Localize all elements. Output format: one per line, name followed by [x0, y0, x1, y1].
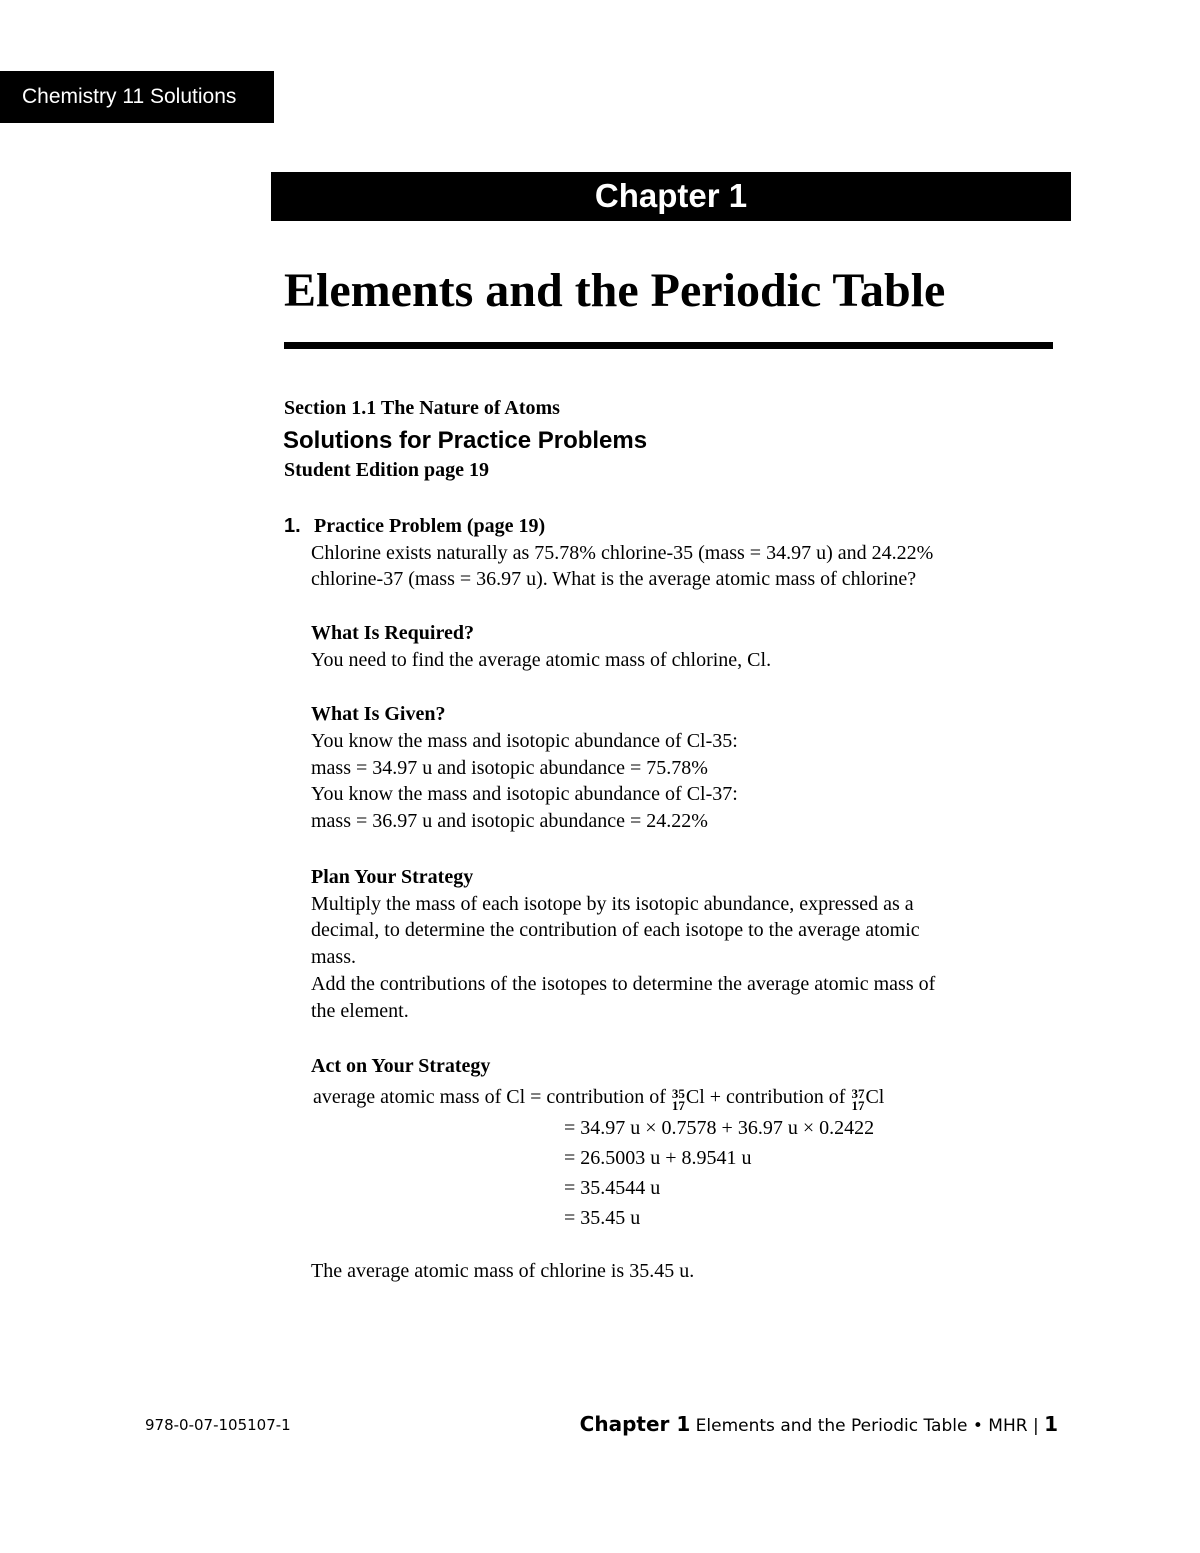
chapter-title: Elements and the Periodic Table — [284, 264, 946, 317]
plan-line: Multiply the mass of each isotope by its isotopic abundance, expressed as a — [311, 893, 914, 915]
footer-chapter: Chapter 1 — [579, 1412, 691, 1436]
isotope-notation-cl37 — [851, 1088, 864, 1112]
plan-line: Add the contributions of the isotopes to determine the average atomic mass of — [311, 973, 936, 995]
equation-middle: + contribution of — [704, 1086, 846, 1108]
section-heading: Section 1.1 The Nature of Atoms — [284, 397, 560, 419]
isotope-symbol: Cl — [865, 1086, 885, 1108]
footer-chapter-title: Elements and the Periodic Table • MHR | — [690, 1416, 1045, 1436]
page-number: 1 — [1044, 1412, 1058, 1436]
equation-step: = 26.5003 u + 8.9541 u — [564, 1147, 752, 1169]
isotope-atomic-number: 17 — [671, 1098, 685, 1113]
solutions-heading: Solutions for Practice Problems — [283, 427, 648, 454]
equation-step: = 34.97 u × 0.7578 + 36.97 u × 0.2422 — [564, 1117, 875, 1139]
required-heading: What Is Required? — [311, 622, 474, 644]
problem-statement-line: Chlorine exists naturally as 75.78% chlorine-35 (mass = 34.97 u) and 24.22% — [311, 542, 934, 564]
isotope-mass-number: 35 — [671, 1086, 685, 1101]
isotope-symbol: Cl — [685, 1086, 705, 1108]
equation-step: = 35.45 u — [564, 1207, 641, 1229]
isbn: 978-0-07-105107-1 — [145, 1416, 291, 1434]
plan-heading: Plan Your Strategy — [311, 866, 474, 888]
plan-line: decimal, to determine the contribution of each isotope to the average atomic — [311, 919, 920, 941]
required-text: You need to find the average atomic mass of chlorine, Cl. — [311, 649, 772, 671]
given-line: You know the mass and isotopic abundance of Cl-37: — [311, 783, 738, 805]
equation-lhs: average atomic mass of Cl = contribution of — [313, 1086, 666, 1108]
title-divider — [284, 342, 1053, 349]
given-line: You know the mass and isotopic abundance of Cl-35: — [311, 730, 738, 752]
book-tag: Chemistry 11 Solutions — [0, 71, 274, 123]
problem-number: 1. — [284, 515, 301, 537]
isotope-atomic-number: 17 — [851, 1098, 865, 1113]
running-footer — [580, 1411, 1058, 1439]
chapter-banner: Chapter 1 — [271, 172, 1071, 221]
conclusion-text: The average atomic mass of chlorine is 35.45 u. — [311, 1260, 695, 1282]
plan-line: mass. — [311, 946, 356, 968]
act-heading: Act on Your Strategy — [311, 1055, 491, 1077]
equation-first-line — [313, 1084, 884, 1112]
given-line: mass = 36.97 u and isotopic abundance = 24.22% — [311, 810, 708, 832]
given-heading: What Is Given? — [311, 703, 446, 725]
equation-step: = 35.4544 u — [564, 1177, 661, 1199]
isotope-mass-number: 37 — [851, 1086, 865, 1101]
problem-statement-line: chlorine-37 (mass = 36.97 u). What is the average atomic mass of chlorine? — [311, 568, 917, 590]
isotope-notation-cl35 — [672, 1088, 685, 1112]
problem-title: Practice Problem (page 19) — [314, 515, 546, 537]
plan-line: the element. — [311, 1000, 409, 1022]
edition-reference: Student Edition page 19 — [284, 459, 490, 481]
given-line: mass = 34.97 u and isotopic abundance = 75.78% — [311, 757, 708, 779]
